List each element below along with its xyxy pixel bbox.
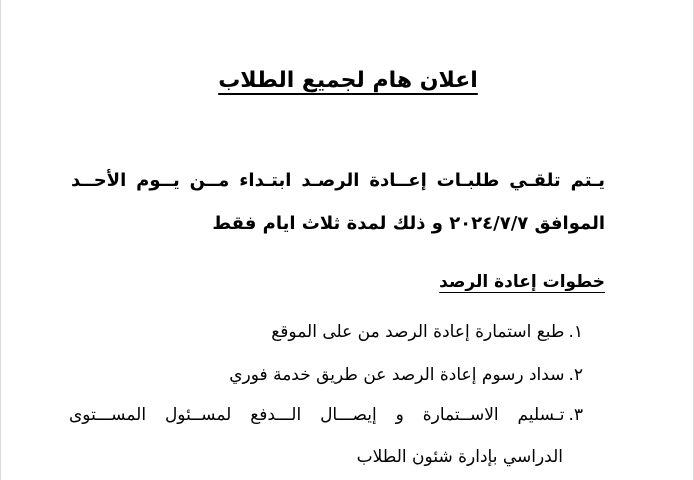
step-text-2: سداد رسوم إعادة الرصد عن طريق خدمة فوري [229,365,565,385]
step-number-1: ١. [568,322,583,342]
announcement-title [1,68,694,93]
step-text-3: تـسليم الاســتمارة و إيصـــال الـــدفع لمســئول المســـتوى [69,405,565,425]
announcement-body-line-1: يـتم تلقـي طلبـات إعــادة الرصـد ابتـداء مــن يــوم الأحــد [71,170,605,191]
steps-heading-text: خطوات إعادة الرصد [439,272,605,292]
step-item-1 [271,322,583,342]
step-number-3: ٣. [568,405,583,425]
step-item-2 [229,365,583,385]
announcement-body-line-2: الموافق ٢٠٢٤/٧/٧ و ذلك لمدة ثلاث ايام فقط [212,213,605,234]
steps-heading [439,272,605,292]
step-text-1: طبع استمارة إعادة الرصد من على الموقع [271,322,565,342]
step-item-3-continuation: الدراسي بإدارة شئون الطلاب [356,447,563,467]
announcement-title-text: اعلان هام لجميع الطلاب [218,68,478,93]
step-number-2: ٢. [568,365,583,385]
step-item-3 [69,405,583,425]
